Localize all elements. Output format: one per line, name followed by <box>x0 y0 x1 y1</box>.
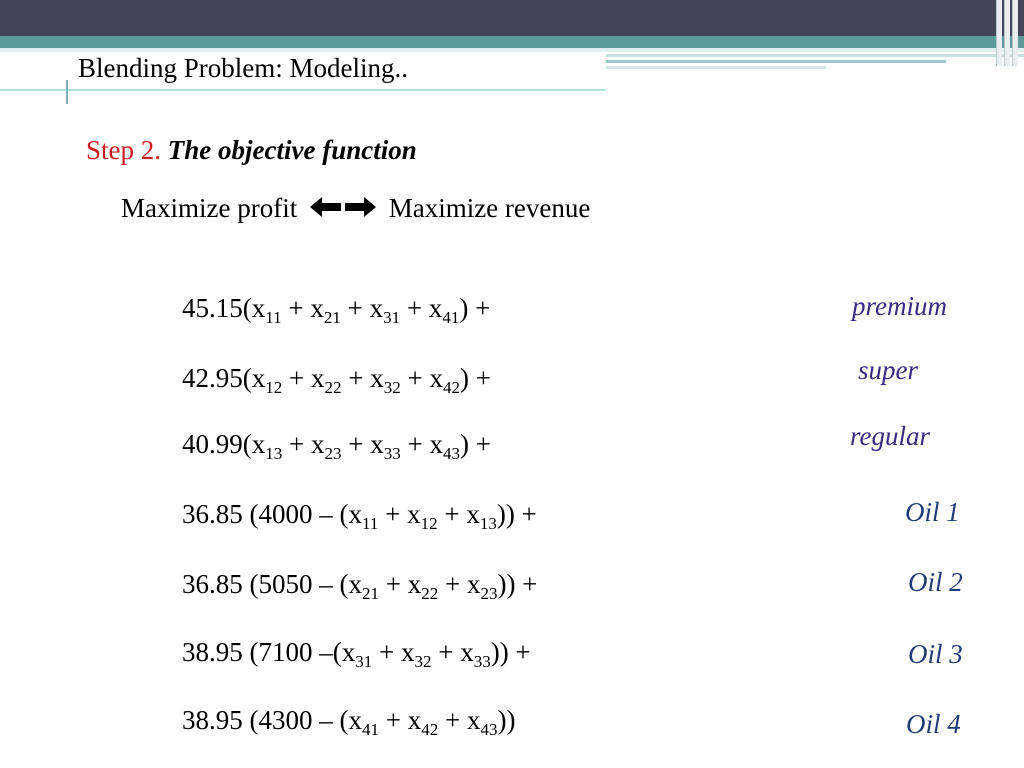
variable-subscript: 12 <box>420 514 438 533</box>
variable-subscript: 41 <box>361 720 379 739</box>
label-oil-3: Oil 3 <box>908 639 963 669</box>
equation-prefix: 40.99( <box>182 429 252 459</box>
variable-subscript: 33 <box>473 652 491 671</box>
equation-suffix: ) + <box>459 363 491 393</box>
variable: $x_{32}$ <box>370 363 401 397</box>
double-arrow-icon <box>308 192 378 228</box>
equation-suffix: ) + <box>459 429 491 459</box>
variable: $x_{12}$ <box>251 363 283 397</box>
variable-subscript: 23 <box>324 444 342 463</box>
variable-subscript: 12 <box>265 378 283 397</box>
operator: + <box>438 705 467 735</box>
variable: $x_{33}$ <box>370 429 401 463</box>
operator: + <box>281 293 311 323</box>
variable: $x_{23}$ <box>466 569 498 603</box>
variable: $x_{31}$ <box>369 293 401 327</box>
equation-line <box>182 426 491 462</box>
header-teal-bar <box>0 36 1024 48</box>
variable-subscript: 23 <box>480 584 498 603</box>
operator: + <box>431 637 461 667</box>
variable-subscript: 43 <box>480 720 498 739</box>
equation-prefix: 36.85 (5050 – ( <box>182 569 349 599</box>
label-premium: premium <box>852 291 947 321</box>
title-underline-tick <box>66 80 68 104</box>
equation-line <box>182 702 515 738</box>
operator: + <box>340 293 370 323</box>
header-decoration-right <box>606 52 1024 70</box>
variable-subscript: 22 <box>421 584 439 603</box>
variable-subscript: 33 <box>383 444 401 463</box>
header-vertical-bar <box>996 0 1002 66</box>
variable: $x_{13}$ <box>466 499 497 533</box>
variable: $x_{32}$ <box>400 637 432 671</box>
variable: $x_{13}$ <box>251 429 283 463</box>
equation-suffix: )) + <box>490 637 531 667</box>
variable-subscript: 31 <box>355 652 373 671</box>
operator: + <box>400 363 430 393</box>
step-heading <box>86 132 417 168</box>
slide-title: Blending Problem: Modeling.. <box>78 53 408 83</box>
label-oil-4: Oil 4 <box>906 709 961 739</box>
operator: + <box>437 499 467 529</box>
variable: $x_{11}$ <box>251 293 282 327</box>
operator: + <box>282 429 311 459</box>
variable-subscript: 13 <box>265 444 283 463</box>
variable-subscript: 13 <box>479 514 497 533</box>
variable: $x_{23}$ <box>310 429 342 463</box>
variable: $x_{12}$ <box>407 499 438 533</box>
variable-subscript: 41 <box>442 308 460 327</box>
step-label: Step 2. <box>86 135 162 165</box>
equation-prefix: 38.95 (7100 –( <box>182 637 342 667</box>
equation-suffix: )) + <box>497 569 538 599</box>
variable: $x_{21}$ <box>310 293 341 327</box>
variable-subscript: 21 <box>323 308 341 327</box>
variable-subscript: 11 <box>361 514 379 533</box>
variable-subscript: 42 <box>421 720 439 739</box>
operator: + <box>378 569 408 599</box>
equation-line <box>182 496 537 532</box>
operator: + <box>282 363 311 393</box>
header-dark-bar <box>0 0 1024 36</box>
equation-prefix: 42.95( <box>182 363 252 393</box>
variable: $x_{22}$ <box>310 363 342 397</box>
header-vertical-bar <box>1012 0 1018 66</box>
variable-subscript: 32 <box>414 652 432 671</box>
step-title: The objective function <box>167 135 417 165</box>
operator: + <box>438 569 467 599</box>
variable-subscript: 32 <box>383 378 401 397</box>
maximize-left-text: Maximize profit <box>121 193 298 223</box>
variable: $x_{42}$ <box>407 705 439 739</box>
equation-prefix: 36.85 (4000 – ( <box>182 499 349 529</box>
operator: + <box>341 429 371 459</box>
variable-subscript: 22 <box>324 378 342 397</box>
equation-suffix: )) + <box>496 499 537 529</box>
variable: $x_{43}$ <box>466 705 498 739</box>
equation-prefix: 45.15( <box>182 293 252 323</box>
label-super: super <box>858 355 918 385</box>
equation-line <box>182 566 537 602</box>
label-oil-2: Oil 2 <box>908 567 963 597</box>
operator: + <box>378 499 408 529</box>
equation-line <box>182 360 491 396</box>
variable: $x_{22}$ <box>407 569 439 603</box>
operator: + <box>400 293 429 323</box>
operator: + <box>372 637 401 667</box>
variable: $x_{43}$ <box>429 429 460 463</box>
variable-subscript: 31 <box>383 308 401 327</box>
variable-subscript: 11 <box>265 308 282 327</box>
maximize-right-text: Maximize revenue <box>388 193 591 223</box>
maximize-statement <box>121 190 590 228</box>
variable: $x_{21}$ <box>348 569 379 603</box>
equation-suffix: )) <box>497 705 516 735</box>
variable: $x_{41}$ <box>348 705 379 739</box>
variable: $x_{42}$ <box>429 363 460 397</box>
title-underline <box>0 89 606 91</box>
label-oil-1: Oil 1 <box>905 497 960 527</box>
equation-suffix: ) + <box>459 293 491 323</box>
operator: + <box>341 363 371 393</box>
equation-line <box>182 634 531 670</box>
variable: $x_{33}$ <box>460 637 491 671</box>
operator: + <box>400 429 430 459</box>
variable: $x_{31}$ <box>341 637 373 671</box>
equation-line <box>182 290 490 326</box>
operator: + <box>378 705 408 735</box>
equation-prefix: 38.95 (4300 – ( <box>182 705 349 735</box>
label-regular: regular <box>850 421 930 451</box>
variable-subscript: 21 <box>361 584 379 603</box>
variable: $x_{41}$ <box>428 293 460 327</box>
variable-subscript: 43 <box>442 444 460 463</box>
variable: $x_{11}$ <box>348 499 379 533</box>
variable-subscript: 42 <box>442 378 460 397</box>
header-vertical-bar <box>1004 0 1010 66</box>
